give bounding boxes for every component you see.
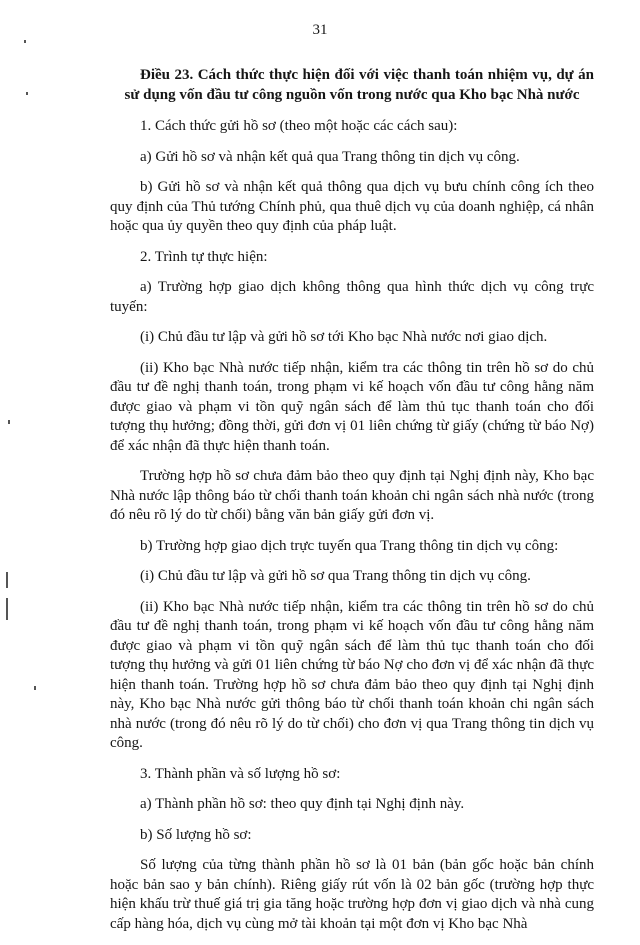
paragraph: Trường hợp hồ sơ chưa đảm bảo theo quy định tại Nghị định này, Kho bạc Nhà nước lập thông báo từ chối thanh toán khoản chi ngân sách nhà nước (trong đó nêu rõ lý do từ chối) bằng văn bản giấy gửi đơn vị. <box>110 468 594 523</box>
paragraph: b) Số lượng hồ sơ: <box>140 826 252 843</box>
paragraph: a) Trường hợp giao dịch không thông qua hình thức dịch vụ công trực tuyến: <box>110 279 594 315</box>
paragraph: 1. Cách thức gửi hồ sơ (theo một hoặc các cách sau): <box>140 118 458 134</box>
paragraph: b) Trường hợp giao dịch trực tuyến qua Trang thông tin dịch vụ công: <box>140 537 559 554</box>
scan-mark <box>6 598 8 620</box>
paragraph: (ii) Kho bạc Nhà nước tiếp nhận, kiểm tra các thông tin trên hồ sơ do chủ đầu tư đề nghị thanh toán, trong phạm vi kế hoạch vốn đầu tư công hằng năm được giao và phạm vi tồn quỹ ngân sách để làm thủ tục thanh toán cho đối tượng thụ hưởng và gửi 01 liên chứng từ báo Nợ cho đơn vị để xác nhận đã thực hiện thanh toán. Trường hợp hồ sơ chưa đảm bảo theo quy định tại Nghị định này, Kho bạc Nhà nước gửi thông báo từ chối thanh toán khoản chi ngân sách nhà nước (trong đó nêu rõ lý do từ chối) cho đơn vị qua Trang thông tin dịch vụ công. <box>110 598 594 751</box>
page-number: 31 <box>312 22 328 38</box>
paragraph: Số lượng của từng thành phần hồ sơ là 01 bản (bản gốc hoặc bản chính hoặc bản sao y bản chính). Riêng giấy rút vốn là 02 bản gốc (trường hợp thực hiện khấu trừ thuế giá trị gia tăng hoặc trường hợp đơn vị giao dịch và nhà cung cấp hàng hóa, dịch vụ cùng mở tài khoản tại một đơn vị Kho bạc Nhà <box>110 857 594 932</box>
scan-mark <box>6 572 8 588</box>
paragraph: (i) Chủ đầu tư lập và gửi hồ sơ qua Trang thông tin dịch vụ công. <box>140 568 531 584</box>
document-body <box>110 66 594 945</box>
scan-mark <box>34 686 36 690</box>
paragraph: b) Gửi hồ sơ và nhận kết quả thông qua dịch vụ bưu chính công ích theo quy định của Thủ tướng Chính phủ, qua thuê dịch vụ của doanh nghiệp, cá nhân hoặc qua ủy quyền theo quy định của pháp luật. <box>110 179 594 234</box>
paragraph: (i) Chủ đầu tư lập và gửi hồ sơ tới Kho bạc Nhà nước nơi giao dịch. <box>140 329 548 345</box>
scan-mark <box>24 40 26 43</box>
scan-mark <box>8 420 10 424</box>
paragraph: 3. Thành phần và số lượng hồ sơ: <box>140 765 341 782</box>
paragraph: a) Thành phần hồ sơ: theo quy định tại Nghị định này. <box>140 796 465 812</box>
scan-mark <box>26 92 28 95</box>
paragraph: (ii) Kho bạc Nhà nước tiếp nhận, kiểm tra các thông tin trên hồ sơ do chủ đầu tư đề nghị thanh toán, trong phạm vi kế hoạch vốn đầu tư công hằng năm được giao và phạm vi tồn quỹ ngân sách để làm thủ tục thanh toán cho đối tượng thụ hưởng; đồng thời, gửi đơn vị 01 liên chứng từ giấy (chứng từ báo Nợ) để xác nhận đã thực hiện thanh toán. <box>110 359 594 454</box>
article-title: Điều 23. Cách thức thực hiện đối với việc thanh toán nhiệm vụ, dự án sử dụng vốn đầu tư công nguồn vốn trong nước qua Kho bạc Nhà nước <box>124 67 594 103</box>
paragraph: 2. Trình tự thực hiện: <box>140 248 268 265</box>
paragraph: a) Gửi hồ sơ và nhận kết quả qua Trang thông tin dịch vụ công. <box>140 148 520 165</box>
